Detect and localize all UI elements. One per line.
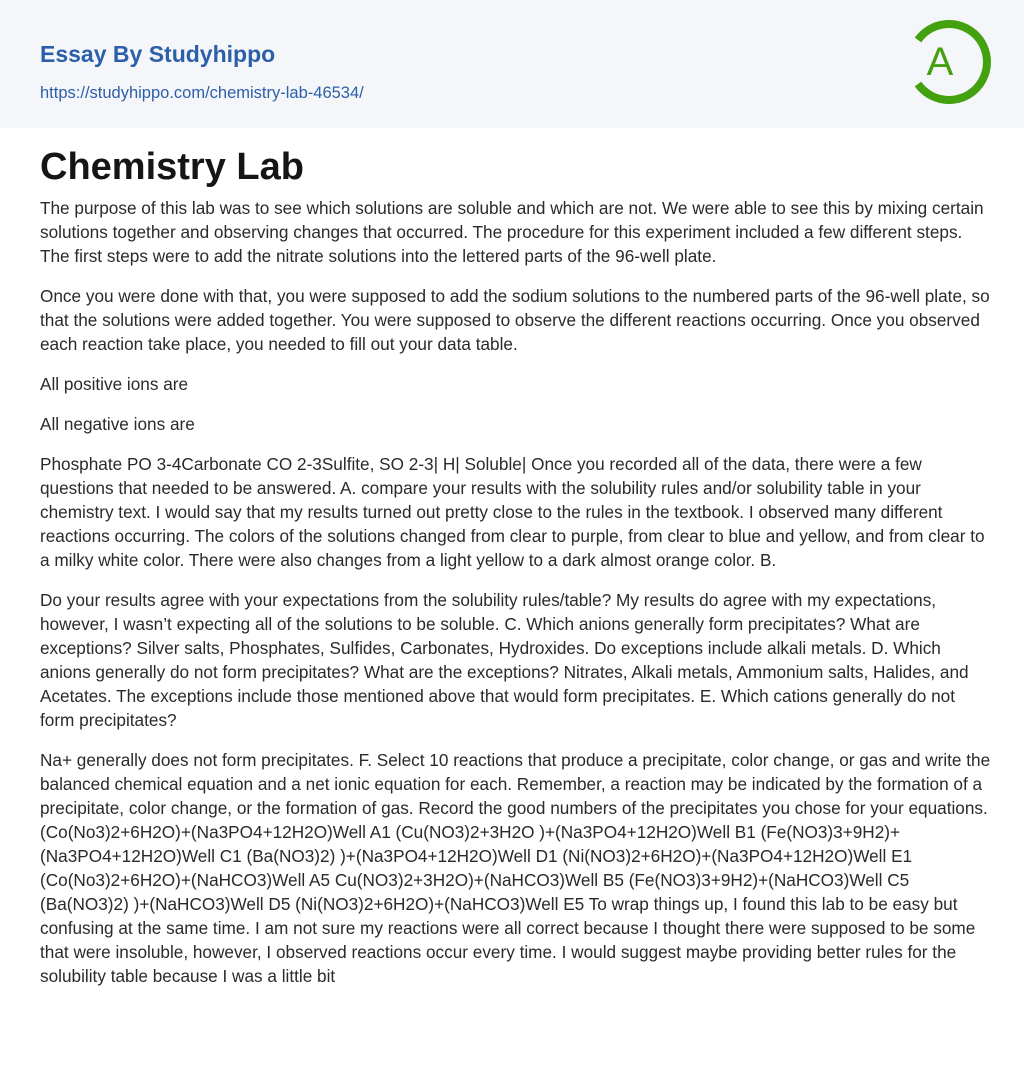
page-title: Chemistry Lab (40, 146, 304, 188)
paragraph: All positive ions are (40, 374, 189, 394)
brand-title: Essay By Studyhippo (40, 41, 276, 67)
paragraph: The purpose of this lab was to see which solutions are soluble and which are not. We were able to see this by mixing certain solutions together and observing changes that occurred. The procedure for this experiment included a few different steps. The first steps were to add the nitrate solutions into the lettered parts of the 96-well plate. (40, 198, 984, 266)
essay-url-link[interactable]: https://studyhippo.com/chemistry-lab-46534/ (40, 84, 364, 102)
studyhippo-logo-icon (904, 18, 992, 106)
paragraph: Once you were done with that, you were supposed to add the sodium solutions to the numbered parts of the 96-well plate, so that the solutions were added together. You were supposed to observe the different reactions occurring. Once you observed each reaction take place, you needed to fill out your data table. (40, 286, 990, 354)
essay-body (40, 196, 992, 1004)
paragraph: Do your results agree with your expectations from the solubility rules/table? My results do agree with my expectations, however, I wasn’t expecting all of the solutions to be soluble. C. Which anions generally form precipitates? What are exceptions? Silver salts, Phosphates, Sulfides, Carbonates, Hydroxides. Do exceptions include alkali metals. D. Which anions generally do not form precipitates? What are the exceptions? Nitrates, Alkali metals, Ammonium salts, Halides, and Acetates. The exceptions include those mentioned above that would form precipitates. E. Which cations generally do not form precipitates? (40, 590, 969, 730)
paragraph: Na+ generally does not form precipitates. F. Select 10 reactions that produce a precipitate, color change, or gas and write the balanced chemical equation and a net ionic equation for each. Remember, a reaction may be indicated by the formation of a precipitate, color change, or the formation of gas. Record the good numbers of the precipitates you chose for your equations. (Co(No3)2+6H2O)+(Na3PO4+12H2O)Well A1 (Cu(NO3)2+3H2O )+(Na3PO4+12H2O)Well B1 (Fe(NO3)3+9H2)+(Na3PO4+12H2O)Well C1 (Ba(NO3)2) )+(Na3PO4+12H2O)Well D1 (Ni(NO3)2+6H2O)+(Na3PO4+12H2O)Well E1 (Co(No3)2+6H2O)+(NaHCO3)Well A5 Cu(NO3)2+3H2O)+(NaHCO3)Well B5 (Fe(NO3)3+9H2)+(NaHCO3)Well C5 (Ba(NO3)2) )+(NaHCO3)Well D5 (Ni(NO3)2+6H2O)+(NaHCO3)Well E5 To wrap things up, I found this lab to be easy but confusing at the same time. I am not sure my reactions were all correct because I thought there were supposed to be some that were insoluble, however, I observed reactions occur every time. I would suggest maybe providing better rules for the solubility table because I was a little bit (40, 750, 991, 986)
paragraph: All negative ions are (40, 414, 195, 434)
logo-letter: A (926, 40, 954, 84)
paragraph: Phosphate PO 3-4Carbonate CO 2-3Sulfite, SO 2-3| H| Soluble| Once you recorded all of the data, there were a few questions that needed to be answered. A. compare your results with the solubility rules and/or solubility table in your chemistry text. I would say that my results turned out pretty close to the rules in the textbook. I observed many different reactions occurring. The colors of the solutions changed from clear to purple, from clear to blue and yellow, and from clear to a milky white color. There were also changes from a light yellow to a dark almost orange color. B. (40, 454, 985, 570)
